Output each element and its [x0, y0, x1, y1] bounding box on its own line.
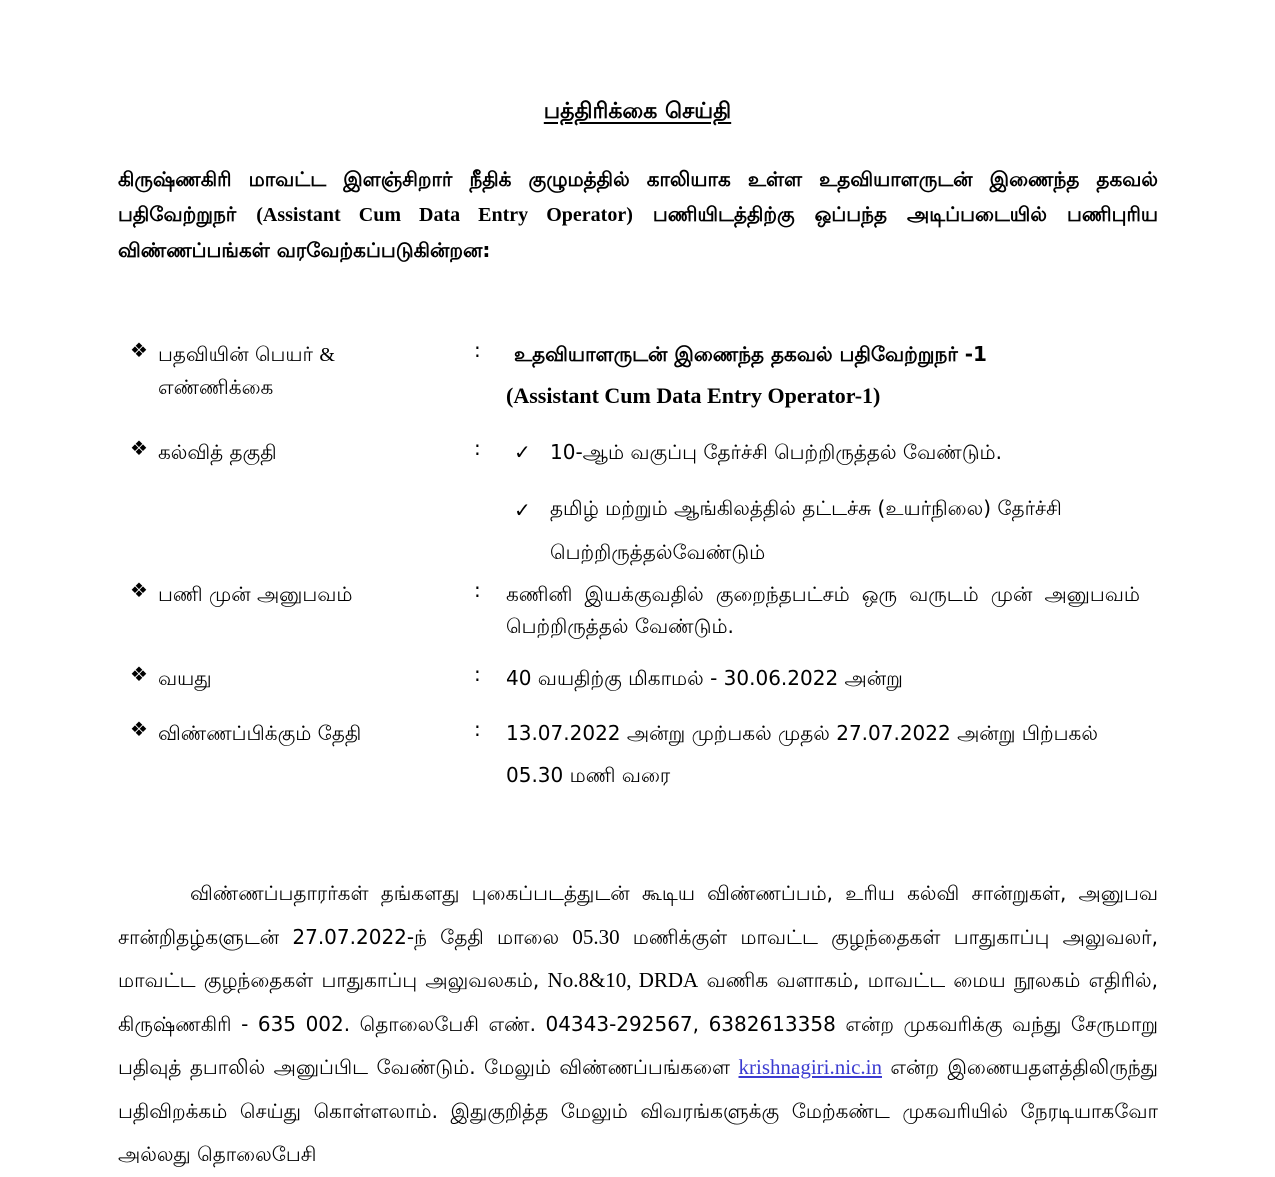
colon: :: [474, 578, 481, 602]
qualification-item-1: 10-ஆம் வகுப்பு தேர்ச்சி பெற்றிருத்தல் வேண்டும்.: [550, 440, 1003, 464]
post-label-part1: பதவியின் பெயர்: [158, 342, 320, 366]
post-value-english: (Assistant Cum Data Entry Operator-1): [506, 383, 881, 408]
intro-english: (Assistant Cum Data Entry Operator): [256, 204, 633, 226]
page-title: [0, 96, 1275, 128]
detail-row-post: [130, 338, 1150, 418]
checkmark-icon: ✓: [514, 440, 531, 464]
colon: :: [474, 662, 481, 686]
paragraph-s3: மணிக்குள் மாவட்ட குழந்தைகள் பாதுகாப்பு அலுவலர், மாவட்ட குழந்தைகள் பாதுகாப்பு அலுவலகம்,: [118, 924, 1158, 992]
title-text: பத்திரிக்கை செய்தி: [543, 99, 732, 124]
diamond-bullet-icon: ❖: [130, 436, 148, 460]
post-label-part2: எண்ணிக்கை: [158, 375, 274, 399]
experience-label: பணி முன் அனுபவம்: [158, 582, 353, 606]
colon: :: [474, 338, 481, 362]
date-value: 13.07.2022 அன்று முற்பகல் முதல் 27.07.2022 அன்று பிற்பகல் 05.30 மணி வரை: [506, 721, 1098, 787]
diamond-bullet-icon: ❖: [130, 717, 148, 741]
detail-row-age: [130, 662, 1150, 698]
website-link[interactable]: krishnagiri.nic.in: [738, 1055, 882, 1079]
colon: :: [474, 717, 481, 741]
detail-row-date: [130, 717, 1150, 797]
body-paragraph: [118, 872, 1158, 1177]
intro-heading: [118, 162, 1158, 268]
paragraph-s2: 05.30: [572, 924, 620, 949]
post-value: [506, 338, 1140, 412]
diamond-bullet-icon: ❖: [130, 662, 148, 686]
detail-row-qualification: [130, 436, 1150, 570]
post-value-tamil: உதவியாளருடன் இணைந்த தகவல் பதிவேற்றுநர் -1: [514, 342, 987, 366]
experience-value: கணினி இயக்குவதில் குறைந்தபட்சம் ஒரு வருடம் முன் அனுபவம் பெற்றிருத்தல் வேண்டும்.: [506, 582, 1140, 638]
detail-row-experience: [130, 578, 1150, 648]
diamond-bullet-icon: ❖: [130, 578, 148, 602]
intro-part2: பணியிடத்திற்கு ஒப்பந்த அடிப்படையில் பணிபுரிய விண்ணப்பங்கள் வரவேற்கப்படுகின்றன:: [118, 202, 1159, 262]
diamond-bullet-icon: ❖: [130, 338, 148, 362]
age-value: 40 வயதிற்கு மிகாமல் - 30.06.2022 அன்று: [506, 666, 903, 690]
intro-part1: கிருஷ்ணகிரி மாவட்ட இளஞ்சிறார் நீதிக் குழுமத்தில் காலியாக உள்ள உதவியாளருடன் இணைந்த தகவல் பதிவேற்றுநர்: [118, 167, 1158, 226]
qualification-item-2: தமிழ் மற்றும் ஆங்கிலத்தில் தட்டச்சு (உயர்நிலை) தேர்ச்சி பெற்றிருத்தல்வேண்டும்: [550, 496, 1062, 564]
paragraph-s1: விண்ணப்பதாரர்கள் தங்களது புகைப்படத்துடன் கூடிய விண்ணப்பம், உரிய கல்வி சான்றுகள், அனுபவ சான்றிதழ்களுடன் 27.07.2022-ந் தேதி மாலை: [118, 881, 1158, 949]
colon: :: [474, 436, 481, 460]
age-label: வயது: [158, 666, 212, 690]
paragraph-s5: வணிக வளாகம், மாவட்ட மைய நூலகம் எதிரில், கிருஷ்ணகிரி - 635 002. தொலைபேசி எண். 04343-292567, 6382613358 என்ற முகவரிக்கு வந்து சேருமாறு பதிவுத் தபாலில் அனுப்பிட வேண்டும். மேலும் விண்ணப்பங்களை: [118, 968, 1158, 1079]
qualification-label: கல்வித் தகுதி: [158, 440, 277, 464]
paragraph-s6: என்ற இணையதளத்திலிருந்து பதிவிறக்கம் செய்து கொள்ளலாம். இதுகுறித்த மேலும் விவரங்களுக்கு மேற்கண்ட முகவரியில் நேரடியாகவோ அல்லது தொலைபேசி: [118, 1055, 1158, 1166]
checkmark-icon: ✓: [514, 498, 531, 522]
paragraph-s4: No.8&10, DRDA: [547, 968, 699, 992]
post-label: [158, 338, 468, 403]
post-label-amp: &: [319, 344, 335, 366]
date-label: விண்ணப்பிக்கும் தேதி: [158, 721, 362, 745]
